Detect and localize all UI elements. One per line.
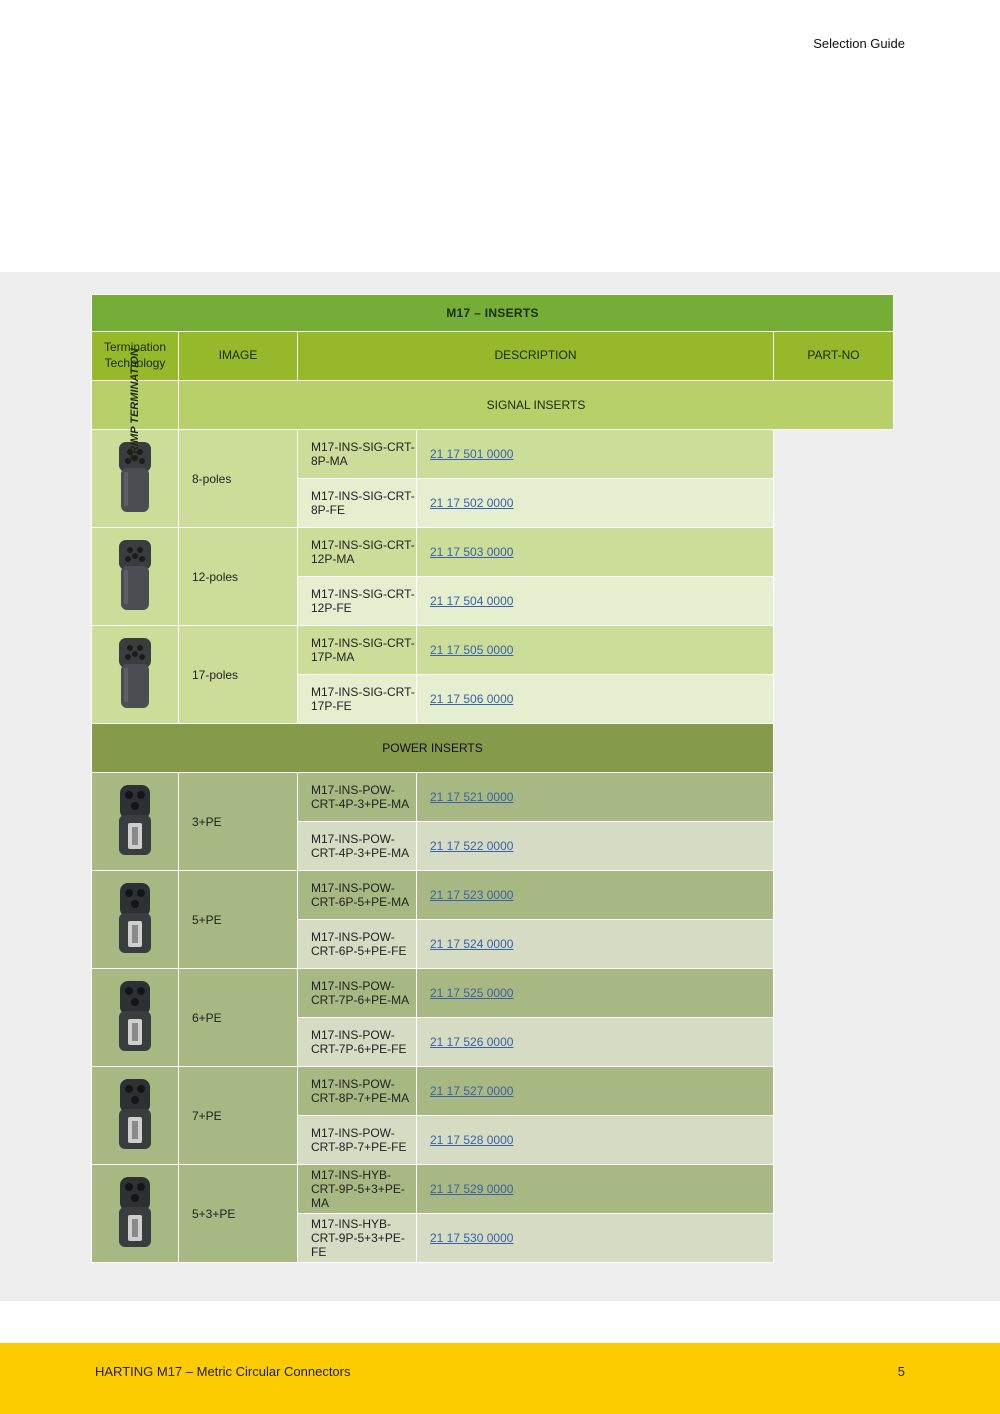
poles-label: 5+PE bbox=[179, 871, 298, 969]
power-insert-icon bbox=[111, 948, 159, 962]
part-number-link[interactable]: 21 17 501 0000 bbox=[430, 447, 514, 461]
part-number-cell bbox=[417, 626, 774, 675]
poles-label: 5+3+PE bbox=[179, 1165, 298, 1263]
part-number-cell bbox=[417, 920, 774, 969]
description-cell: M17-INS-SIG-CRT-17P-MA bbox=[298, 626, 417, 675]
part-number-link[interactable]: 21 17 523 0000 bbox=[430, 888, 514, 902]
column-header-termination: Termination Technology bbox=[92, 332, 179, 381]
table-row bbox=[92, 969, 894, 1018]
poles-label: 17-poles bbox=[179, 626, 298, 724]
part-number-cell bbox=[417, 822, 774, 871]
connector-insert-icon bbox=[111, 507, 159, 521]
part-number-link[interactable]: 21 17 505 0000 bbox=[430, 643, 514, 657]
power-insert-icon bbox=[111, 1242, 159, 1256]
section-label: Selection Guide bbox=[813, 36, 905, 51]
table-row bbox=[92, 773, 894, 822]
product-image-cell bbox=[92, 1165, 179, 1263]
product-image-cell bbox=[92, 528, 179, 626]
part-number-link[interactable]: 21 17 502 0000 bbox=[430, 496, 514, 510]
signal-inserts-header: SIGNAL INSERTS bbox=[179, 381, 894, 430]
product-image-cell bbox=[92, 1067, 179, 1165]
product-image-cell bbox=[92, 626, 179, 724]
power-inserts-header: POWER INSERTS bbox=[92, 724, 774, 773]
part-number-link[interactable]: 21 17 529 0000 bbox=[430, 1182, 514, 1196]
part-number-cell bbox=[417, 1214, 774, 1263]
table-row bbox=[92, 871, 894, 920]
part-number-cell bbox=[417, 773, 774, 822]
table-row bbox=[92, 1067, 894, 1116]
inserts-table bbox=[91, 294, 894, 1263]
part-number-cell bbox=[417, 675, 774, 724]
footer-title: HARTING M17 – Metric Circular Connectors bbox=[95, 1364, 351, 1379]
signal-inserts-group bbox=[92, 430, 894, 724]
power-inserts-group bbox=[92, 773, 894, 1263]
part-number-link[interactable]: 21 17 527 0000 bbox=[430, 1084, 514, 1098]
table-title: M17 – INSERTS bbox=[92, 295, 894, 332]
column-header-description: DESCRIPTION bbox=[298, 332, 774, 381]
part-number-cell bbox=[417, 528, 774, 577]
part-number-cell bbox=[417, 871, 774, 920]
poles-label: 12-poles bbox=[179, 528, 298, 626]
description-cell: M17-INS-POW-CRT-4P-3+PE-MA bbox=[298, 773, 417, 822]
part-number-cell bbox=[417, 577, 774, 626]
part-number-cell bbox=[417, 1116, 774, 1165]
part-number-link[interactable]: 21 17 524 0000 bbox=[430, 937, 514, 951]
description-cell: M17-INS-POW-CRT-6P-5+PE-MA bbox=[298, 871, 417, 920]
page-number: 5 bbox=[897, 1364, 905, 1379]
part-number-link[interactable]: 21 17 525 0000 bbox=[430, 986, 514, 1000]
column-header-part-no: PART-NO bbox=[774, 332, 894, 381]
poles-label: 7+PE bbox=[179, 1067, 298, 1165]
power-insert-icon bbox=[111, 1046, 159, 1060]
part-number-link[interactable]: 21 17 526 0000 bbox=[430, 1035, 514, 1049]
footer bbox=[0, 1343, 1000, 1414]
column-header-image: IMAGE bbox=[179, 332, 298, 381]
part-number-cell bbox=[417, 1165, 774, 1214]
table-row bbox=[92, 528, 894, 577]
description-cell: M17-INS-SIG-CRT-8P-MA bbox=[298, 430, 417, 479]
description-cell: M17-INS-SIG-CRT-12P-FE bbox=[298, 577, 417, 626]
poles-label: 6+PE bbox=[179, 969, 298, 1067]
table-row bbox=[92, 1165, 894, 1214]
part-number-cell bbox=[417, 479, 774, 528]
description-cell: M17-INS-HYB-CRT-9P-5+3+PE-MA bbox=[298, 1165, 417, 1214]
product-image-cell bbox=[92, 871, 179, 969]
part-number-link[interactable]: 21 17 528 0000 bbox=[430, 1133, 514, 1147]
power-insert-icon bbox=[111, 1144, 159, 1158]
description-cell: M17-INS-POW-CRT-6P-5+PE-FE bbox=[298, 920, 417, 969]
description-cell: M17-INS-SIG-CRT-17P-FE bbox=[298, 675, 417, 724]
description-cell: M17-INS-SIG-CRT-8P-FE bbox=[298, 479, 417, 528]
part-number-cell bbox=[417, 1018, 774, 1067]
part-number-cell bbox=[417, 430, 774, 479]
connector-insert-icon bbox=[111, 605, 159, 619]
description-cell: M17-INS-SIG-CRT-12P-MA bbox=[298, 528, 417, 577]
description-cell: M17-INS-POW-CRT-7P-6+PE-MA bbox=[298, 969, 417, 1018]
part-number-link[interactable]: 21 17 521 0000 bbox=[430, 790, 514, 804]
part-number-link[interactable]: 21 17 530 0000 bbox=[430, 1231, 514, 1245]
description-cell: M17-INS-POW-CRT-7P-6+PE-FE bbox=[298, 1018, 417, 1067]
connector-insert-icon bbox=[111, 703, 159, 717]
part-number-link[interactable]: 21 17 506 0000 bbox=[430, 692, 514, 706]
part-number-cell bbox=[417, 969, 774, 1018]
product-image-cell bbox=[92, 773, 179, 871]
table-row bbox=[92, 430, 894, 479]
power-insert-icon bbox=[111, 850, 159, 864]
description-cell: M17-INS-POW-CRT-8P-7+PE-FE bbox=[298, 1116, 417, 1165]
poles-label: 3+PE bbox=[179, 773, 298, 871]
poles-label: 8-poles bbox=[179, 430, 298, 528]
part-number-cell bbox=[417, 1067, 774, 1116]
part-number-link[interactable]: 21 17 503 0000 bbox=[430, 545, 514, 559]
crimp-termination-label: CRIMP TERMINATION bbox=[129, 348, 141, 462]
description-cell: M17-INS-HYB-CRT-9P-5+3+PE-FE bbox=[298, 1214, 417, 1263]
table-row bbox=[92, 626, 894, 675]
description-cell: M17-INS-POW-CRT-4P-3+PE-MA bbox=[298, 822, 417, 871]
product-image-cell bbox=[92, 969, 179, 1067]
description-cell: M17-INS-POW-CRT-8P-7+PE-MA bbox=[298, 1067, 417, 1116]
part-number-link[interactable]: 21 17 504 0000 bbox=[430, 594, 514, 608]
part-number-link[interactable]: 21 17 522 0000 bbox=[430, 839, 514, 853]
